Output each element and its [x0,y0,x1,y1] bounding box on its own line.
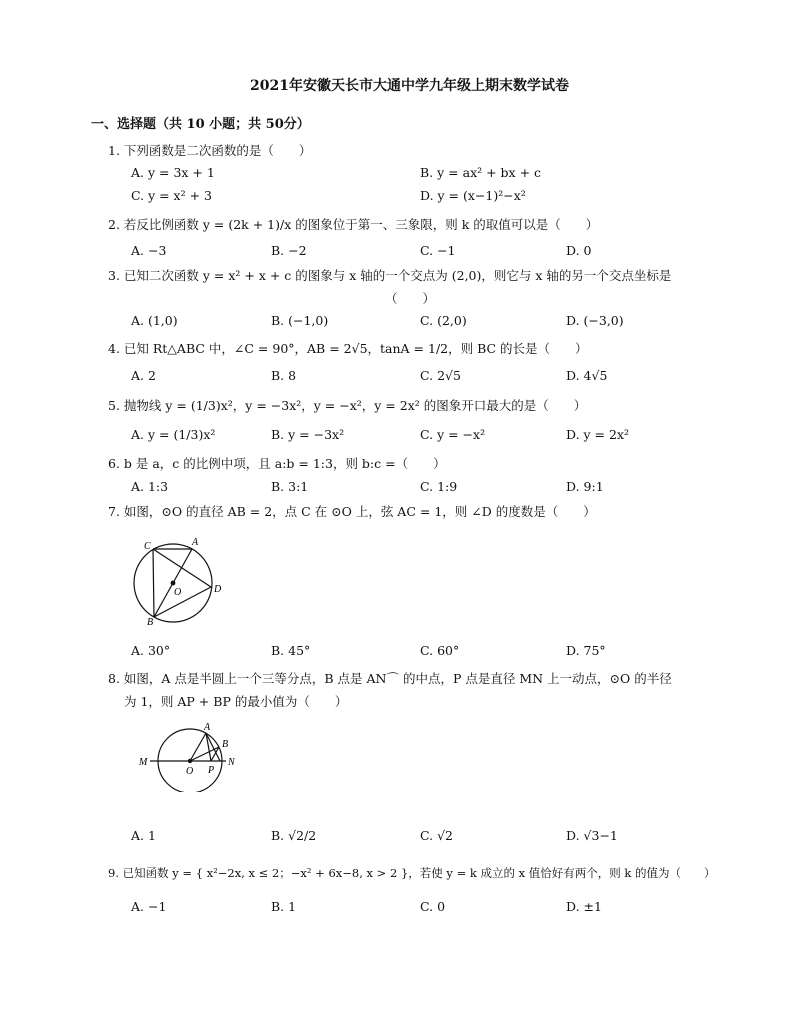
question-1-option-b: B. y = ax² + bx + c [420,165,542,180]
question-2-option-b: B. −2 [271,243,307,258]
label-b: B [222,739,229,750]
question-8-option-c: C. √2 [420,828,453,843]
question-6-option-d: D. 9:1 [566,479,604,494]
question-8-option-a: A. 1 [131,828,156,843]
question-7-option-a: A. 30° [131,643,171,658]
page-title: 2021年安徽天长市大通中学九年级上期末数学试卷 [250,78,569,94]
question-2-stem: 2. 若反比例函数 y = (2k + 1)/x 的图象位于第一、三象限，则 k 的取值可以是（ ） [108,217,599,232]
center-dot [171,581,176,586]
question-9-stem: 9. 已知函数 y = { x²−2x, x ≤ 2；−x² + 6x−8, x > 2 }，若使 y = k 成立的 x 值恰好有两个，则 k 的值为（ ） [108,866,716,880]
label-a: A [192,537,199,548]
question-4-option-a: A. 2 [131,368,156,383]
label-a: A [204,722,211,733]
question-8-option-d: D. √3−1 [566,828,618,843]
question-3-option-d: D. (−3,0) [566,313,624,328]
chord-cb [153,549,154,617]
question-3-option-a: A. (1,0) [131,313,178,328]
question-5-option-d: D. y = 2x² [566,427,630,442]
label-o: O [186,766,194,777]
question-1-option-a: A. y = 3x + 1 [131,165,215,180]
question-4-stem: 4. 已知 Rt△ABC 中，∠C = 90°，AB = 2√5，tanA = 1/2，则 BC 的长是（ ） [108,341,588,356]
question-1-stem: 1. 下列函数是二次函数的是（ ） [108,143,312,158]
question-5-option-a: A. y = (1/3)x² [131,427,216,442]
question-1-option-d: D. y = (x−1)²−x² [420,188,526,203]
question-4-option-d: D. 4√5 [566,368,608,383]
circle-diagram-7 [128,535,238,627]
question-3-option-b: B. (−1,0) [271,313,329,328]
label-m: M [139,757,148,768]
question-7-stem: 7. 如图，⊙O 的直径 AB = 2，点 C 在 ⊙O 上，弦 AC = 1，则 ∠D 的度数是（ ） [108,504,596,519]
label-o: O [174,587,182,598]
question-7-figure [128,535,238,627]
question-7-option-c: C. 60° [420,643,460,658]
question-7-option-d: D. 75° [566,643,606,658]
question-9-option-a: A. −1 [131,899,167,914]
circle-diagram-8 [132,722,247,792]
label-d: D [214,584,222,595]
question-5-option-b: B. y = −3x² [271,427,345,442]
question-4-option-c: C. 2√5 [420,368,461,383]
center-dot [188,759,192,763]
question-8-stem-line2: 为 1，则 AP + BP 的最小值为（ ） [124,694,348,709]
question-4-option-b: B. 8 [271,368,297,383]
label-c: C [144,541,151,552]
question-6-option-a: A. 1:3 [131,479,169,494]
question-7-option-b: B. 45° [271,643,311,658]
label-n: N [228,757,235,768]
question-6-option-b: B. 3:1 [271,479,309,494]
question-8-stem-line1: 8. 如图，A 点是半圆上一个三等分点，B 点是 AN⌒ 的中点，P 点是直径 MN 上一动点，⊙O 的半径 [108,671,672,686]
label-b: B [147,617,154,627]
question-3-stem-line1: 3. 已知二次函数 y = x² + x + c 的图象与 x 轴的一个交点为 (2,0)，则它与 x 轴的另一个交点坐标是 [108,268,672,283]
question-3-stem-line2: （ ） [385,291,436,306]
question-8-option-b: B. √2/2 [271,828,317,843]
question-9-option-c: C. 0 [420,899,446,914]
question-6-stem: 6. b 是 a，c 的比例中项，且 a:b = 1:3，则 b:c =（ ） [108,456,446,471]
question-2-option-a: A. −3 [131,243,167,258]
label-p: P [208,765,215,776]
section-heading: 一、选择题（共 10 小题；共 50分） [91,117,310,132]
question-2-option-c: C. −1 [420,243,456,258]
chord-cd [153,549,211,587]
question-9-option-b: B. 1 [271,899,297,914]
question-6-option-c: C. 1:9 [420,479,458,494]
question-5-option-c: C. y = −x² [420,427,486,442]
question-2-option-d: D. 0 [566,243,592,258]
question-5-stem: 5. 抛物线 y = (1/3)x²，y = −3x²，y = −x²，y = 2x² 的图象开口最大的是（ ） [108,398,587,413]
question-3-option-c: C. (2,0) [420,313,467,328]
question-9-option-d: D. ±1 [566,899,602,914]
question-1-option-c: C. y = x² + 3 [131,188,212,203]
question-8-figure [132,722,247,792]
